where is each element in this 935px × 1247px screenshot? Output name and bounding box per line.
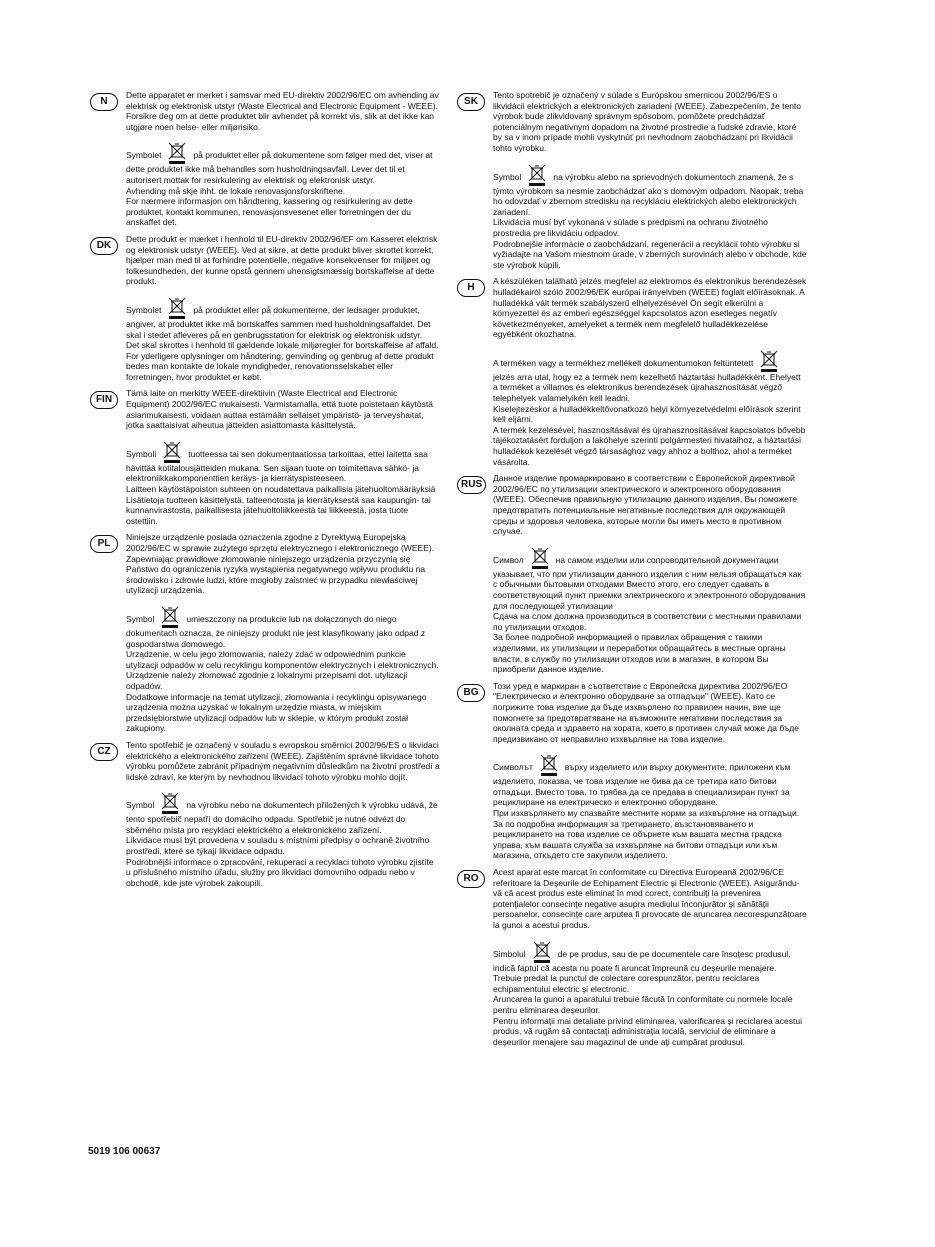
language-badge: CZ — [90, 743, 118, 761]
section-n — [88, 90, 440, 228]
symbol-label: Symboli — [126, 448, 157, 459]
crossed-bin-icon — [162, 441, 182, 463]
symbol-paragraph — [493, 547, 807, 611]
symbol-paragraph — [493, 754, 807, 808]
crossed-bin-icon — [527, 164, 547, 186]
intro-text: Acest aparat este marcat în conformitate cu Directiva Europeană 2002/96/CE referitoare la Deşeurile de Echipament Electric şi Electronic (WEEE). Asigurându-vă că acest produs este eliminat în mod corect, contribuiţi la prevenirea potenţialelor consecinţe negative asupra mediului înconjurător şi sănătăţii persoanelor, consecinţe care arputea fi provocate de aruncarea necorespunzătoare la gunoi a acestui produs. — [493, 867, 807, 930]
intro-text: Dette apparatet er merket i samsvar med EU-direktiv 2002/96/EC om avhending av elektrisk og elektronisk utstyr (Waste Electrical and Electronic Equipment - WEEE). Forsikre deg om at dette produktet blir avhendet på korrekt vis, slik at det ikke kan utgjøre noen helse- eller miljørisiko. — [126, 90, 439, 132]
language-badge: PL — [90, 535, 118, 553]
symbol-paragraph — [493, 164, 807, 218]
symbol-label: Simbolul — [493, 948, 526, 959]
extra-paragraph: При изхвърлянето му спазвайте местните норми за изхвърляне на отпадъци. — [493, 808, 800, 819]
extra-paragraph: Laitteen käytöstäpoiston suhteen on noudatettava paikallisia jätehuoltomääräyksiä — [126, 484, 436, 495]
extra-paragraph: Det skal skrottes i henhold til gældende lokale miljøregler for bortskaffelse af affald. — [126, 340, 439, 351]
symbol-text: tuotteessa tai sen dokumentaatiossa tarkoittaa, ettei laitetta saa hävittää kotitalousjätteiden mukana. Sen sijaan tuote on toimitettava sähkö- ja elektroniikkakomponenttien keräys- ja kierrätyspisteeseen. — [126, 448, 428, 484]
symbol-label: Symbol — [493, 171, 522, 182]
symbol-paragraph — [126, 142, 440, 185]
language-badge: FIN — [90, 391, 118, 409]
section-bg — [455, 681, 807, 861]
extra-paragraph: Urządzenie należy złomować zgodnie z lokalnymi przepisami dot. utylizacji odpadów. — [126, 670, 408, 691]
intro-text: Dette produkt er mærket i henhold til EU-direktiv 2002/96/EF om Kasseret elektrisk og elektronisk udstyr (WEEE). Ved at sikre, at dette produkt bliver skrottet korrekt, hjælper man med til at forhindre potentielle, negative konsekvenser for miljøet og folkesundheden, der kunne opstå gennem uhensigtsmæssig bortskaffelse af dette produkt. — [126, 233, 438, 287]
symbol-paragraph — [493, 350, 807, 404]
symbol-label: A terméken vagy a termékhez mellékelt dokumentumokon feltüntetett — [493, 357, 754, 368]
symbol-label: Symbolet — [126, 304, 162, 315]
section-h — [455, 276, 807, 467]
crossed-bin-icon — [539, 754, 559, 776]
intro-text: Tämä laite on merkitty WEEE-direktiivin (Waste Electrical and Electronic Equipment) 2002/96/EC mukaisesti. Varmistamalla, että tuote poistetaan käytöstä asianmukaisesti, voidaan auttaa estämään sellaiset ympäristö- ja terveyshaitat, jotka saattaisivat aiheutua jätteiden asiattomasta käsittelystä. — [126, 388, 433, 431]
extra-paragraph: Podrobnější informace o zpracování, rekuperaci a recyklaci tohoto výrobku zjistíte u příslušného místního úřadu, služby pro likvidaci domovního odpadu nebo v obchodě, kde jste výrobek zakoupili. — [126, 856, 434, 888]
language-badge: SK — [457, 93, 485, 111]
intro-text: Този уред е маркиран в съответствие с Европейска директива 2002/96/ЕО "Електрическо и електронно оборудване за отпадъци" (WEEE). Като се погрижите това изделие да бъде изхвърлено по правилен начин, вие ще помогнете за предотвратяване на възможните негативни последствия за околната среда и здравето на хората, което в противен случай може да бъде предизвикано от неправилно изхвърляне на това изделие. — [493, 680, 799, 744]
symbol-text: på produktet eller på dokumenterne, der ledsager produktet, angiver, at produktet ikke må bortskaffes sammen med husholdningsaffaldet. Det skal i stedet afleveres på en genbrugsstation for elektrisk og elektronisk udstyr. — [126, 304, 431, 340]
symbol-label: Symbol — [126, 800, 155, 811]
symbol-label: Символът — [493, 762, 533, 773]
symbol-text: jelzés arra utal, hogy ez a termék nem kezelhető háztartási hulladékként. Ehelyett a terméket a villamos és elektronikus berendezések újrahasznosítását végző telephelyek valamelyikén kell leadni. — [493, 371, 801, 404]
extra-paragraph: A termék kezelésével, hasznosításával és újrahasznosításával kapcsolatos bővebb tájékoztatásért forduljon a lakóhelye szerinti polgármesteri hivatalhoz, a háztartási hulladékok kezelését végző társasághoz vagy ahhoz a bolthoz, ahol a terméket vásárolta. — [493, 424, 806, 467]
extra-paragraph: За по подробна информация за третирането, възстановяването и рециклирането на това изделие се обърнете към вашата местна градска управа, към вашата служба за изхвърляне на битови отпадъци или към магазина, откъдето сте закупили изделието. — [493, 818, 782, 861]
section-dk — [88, 234, 440, 383]
intro-text: A készüléken található jelzés megfelel az elektromos és elektronikus berendezések hulladékairól szóló 2002/96/EK európai irányelvben (WEEE) foglalt előírásoknak. A hulladékká vált termék szabályszerű elhelyezésével Ön segít elkerülni a környezettel és az emberi egészséggel kapcsolatos azon esetleges negatív következményeket, amelyeket a termék nem megfelelő hulladékkezelése egyébként okozhatna. — [493, 276, 807, 340]
symbol-text: na výrobku alebo na sprievodných dokumentoch znamená, že s týmto výrobkom sa nesmie zaobchádzať ako s domovým odpadom. Naopak, treba ho odovzdať v zbernom stredisku na recykláciu elektrických alebo elektronických zariadení. — [493, 171, 804, 217]
crossed-bin-icon — [530, 547, 550, 569]
symbol-text: на самом изделии или сопроводительной документации указывает, что при утилизации данного изделия с ним нельзя обращаться как с обычными бытовыми отходами Вместо этого, его следует сдавать в соответствующий пункт приемки электрического и электронного оборудования для последующей утилизации — [493, 554, 806, 611]
symbol-text: på produktet eller på dokumentene som følger med det, viser at dette produktet ikke må behandles som husholdningsavfall. Lever det til et autorisert mottak for resirkulering av elektrisk og elektronisk utstyr. — [126, 150, 433, 185]
section-ro — [455, 867, 807, 1047]
language-badge: BG — [457, 684, 485, 702]
language-badge: DK — [90, 237, 118, 255]
extra-paragraph: For yderligere oplysninger om håndtering, genvinding og genbrug af dette produkt bedes man kontakte de lokale myndigheder, renovationsselskabet eller forretningen, hvor produktet er købt. — [126, 350, 434, 382]
section-fin — [88, 388, 440, 526]
symbol-text: na výrobku nebo na dokumentech přiložených k výrobku udává, že tento spotřebič nepatří do domácího odpadu. Spotřebič je nutné odvézt do sběrného místa pro recyklaci elektrického a elektronického zařízení. — [126, 800, 438, 835]
symbol-paragraph — [126, 297, 440, 340]
symbol-paragraph — [493, 941, 807, 995]
language-badge: RO — [457, 870, 485, 888]
left-column — [88, 90, 440, 894]
extra-paragraph: Urządzenie, w celu jego złomowania, należy zdać w odpowiednim punkcie utylizacji odpadów w celu recyklingu komponentów elektrycznych i elektronicznych. — [126, 649, 439, 670]
section-cz — [88, 740, 440, 889]
symbol-label: Символ — [493, 554, 524, 565]
crossed-bin-icon — [759, 350, 779, 372]
crossed-bin-icon — [532, 941, 552, 963]
symbol-text: de pe produs, sau de pe documentele care însoţesc produsul, indică faptul că acesta nu poate fi aruncat împreună cu deşeurile menajere. Trebuie predat la punctul de colectare corespunzător, pentru reciclarea echipamentului electric şi electronic. — [493, 948, 791, 994]
section-rus — [455, 473, 807, 675]
language-badge: N — [90, 93, 118, 111]
extra-paragraph: Kiselejtezéskor a hulladékkeltővonatkozó helyi környezetvédelmi előírások szerint kell eljárni. — [493, 403, 801, 425]
extra-paragraph: Likvidace musí být provedena v souladu s místními předpisy o ochraně životního prostředí, které se týkají likvidace odpadu. — [126, 835, 430, 857]
intro-text: Данное изделие промаркировано в соответствии с Европейской директивой 2002/96/ЕС по утилизации электрического и электронного оборудования (WEEE). Обеспечив правильную утилизацию данного изделия, Вы поможете предотвратить потенциальные негативные последствия для окружающей среды и здоровья человека, которые могли бы иметь место в противном случае. — [493, 473, 798, 537]
language-badge: RUS — [457, 476, 486, 494]
crossed-bin-icon — [167, 142, 187, 164]
intro-text: Niniejsze urządzenie posiada oznaczenia zgodne z Dyrektywą Europejską 2002/96/EC w sprawie zużytego sprzętu elektrycznego i elektronicznego (WEEE). Zapewniając prawidłowe złomowanie niniejszego urządzenia przyczynią się Państwo do ograniczenia ryzyka wystąpienia negatywnego wpływu produktu na środowisko i zdrowie ludzi, które mogłoby zaistnieć w przypadku niewłaściwej utylizacji urządzenia. — [126, 532, 435, 596]
symbol-paragraph — [126, 441, 440, 484]
extra-paragraph: Сдача на слом должна производиться в соответствии с местными правилами по утилизации отходов. — [493, 611, 802, 632]
extra-paragraph: Likvidácia musí byť vykonaná v súlade s predpismi na ochranu životného prostredia pre likvidáciu odpadov. — [493, 217, 768, 238]
language-badge: H — [457, 279, 485, 297]
intro-text: Tento spotřebič je označený v souladu s evropskou směrnicí 2002/96/ES o likvidaci elektrického a elektronického zařízení (WEEE). Zajištěním správné likvidace tohoto výrobku pomůžete zabránit případným negativním důsledkům na životní prostředí a lidské zdraví, ke kterým by nevhodnou likvidací tohoto výrobku mohlo dojít. — [126, 739, 440, 782]
intro-text: Tento spotrebič je označený v súlade s Európskou smernicou 2002/96/ES o likvidácii elektrických a elektronických zariadení (WEEE). Zabezpečením, že tento výrobok bude zlikvidovaný správnym spôsobom, pomôžete predchádzať potenciálnym negatívnym dopadom na životné prostredie a ľudské zdravie, ktoré by sa v inom prípade mohli vyskytnúť pri nevhodnom zaobchádzaní pri likvidácii tohto výrobku. — [493, 90, 802, 153]
symbol-paragraph — [126, 606, 440, 649]
extra-paragraph: Lisätietoja tuotteen käsittelystä, talteenotosta ja kierrätyksestä saa kaupungin- tai kunnanvirastosta, paikallisesta jätehuoltoliikkeestä tai liikkeestä, josta tuote ostettiin. — [126, 494, 431, 526]
crossed-bin-icon — [160, 792, 180, 814]
symbol-paragraph — [126, 792, 440, 835]
right-column — [455, 90, 807, 1053]
extra-paragraph: Podrobnejšie informácie o zaobchádzaní, regenerácii a recyklácii tohto výrobku si vyžiadajte na Vašom miestnom úrade, v zberných surovinách alebo v obchode, kde ste výrobok kúpili. — [493, 238, 807, 270]
extra-paragraph: Aruncarea la gunoi a aparatului trebuie făcută în conformitate cu normele locale pentru eliminarea deşeurilor. — [493, 994, 793, 1015]
extra-paragraph: Pentru informaţii mai detaliate privind eliminarea, valorificarea şi reciclarea acestui produs, vă rugăm să contactaţi administraţia locală, serviciul de eliminare a deşeurilor menajere sau magazinul de unde aţi cumpărat produsul. — [493, 1015, 802, 1047]
extra-paragraph: Avhending må skje ihht. de lokale renovasjonsforskriftene. — [126, 185, 346, 196]
document-code: 5019 106 00637 — [88, 1146, 161, 1157]
symbol-text: umieszczony na produkcie lub na dołączonych do niego dokumentach oznacza, że niniejszy produkt nie jest klasyfikowany jako odpad z gospodarstwa domowego. — [126, 613, 426, 649]
section-pl — [88, 532, 440, 734]
extra-paragraph: Dodatkowe informacje na temat utylizacji, złomowania i recyklingu opisywanego urządzenia można uzyskać w lokalnym urzędzie miasta, w miejskim przedsiębiorstwie utylizacji odpadów lub w sklepie, w którym produkt został zakupiony. — [126, 691, 427, 734]
symbol-text: върху изделието или върху документите, приложени към изделието, показва, че това изделие не бива да се третира като битови отпадъци. Вместо това, то трябва да се предава в специализиран пункт за рециклиране на електрическо и електронно оборудване. — [493, 762, 791, 808]
symbol-label: Symbol — [126, 613, 155, 624]
extra-paragraph: За более подробной информацией о правилах обращения с такими изделиями, их утилизации и переработки обращайтесь в местные органы власти, в службу по утилизации отходов или в магазин, в котором Вы приобрели данное изделие. — [493, 632, 786, 675]
crossed-bin-icon — [160, 606, 180, 628]
extra-paragraph: For nærmere informasjon om håndtering, kassering og resirkulering av dette produktet, kontakt kommunen, renovasjonsvesenet eller forretningen der du anskaffet det. — [126, 196, 413, 228]
section-sk — [455, 90, 807, 270]
symbol-label: Symbolet — [126, 150, 162, 161]
crossed-bin-icon — [167, 297, 187, 319]
